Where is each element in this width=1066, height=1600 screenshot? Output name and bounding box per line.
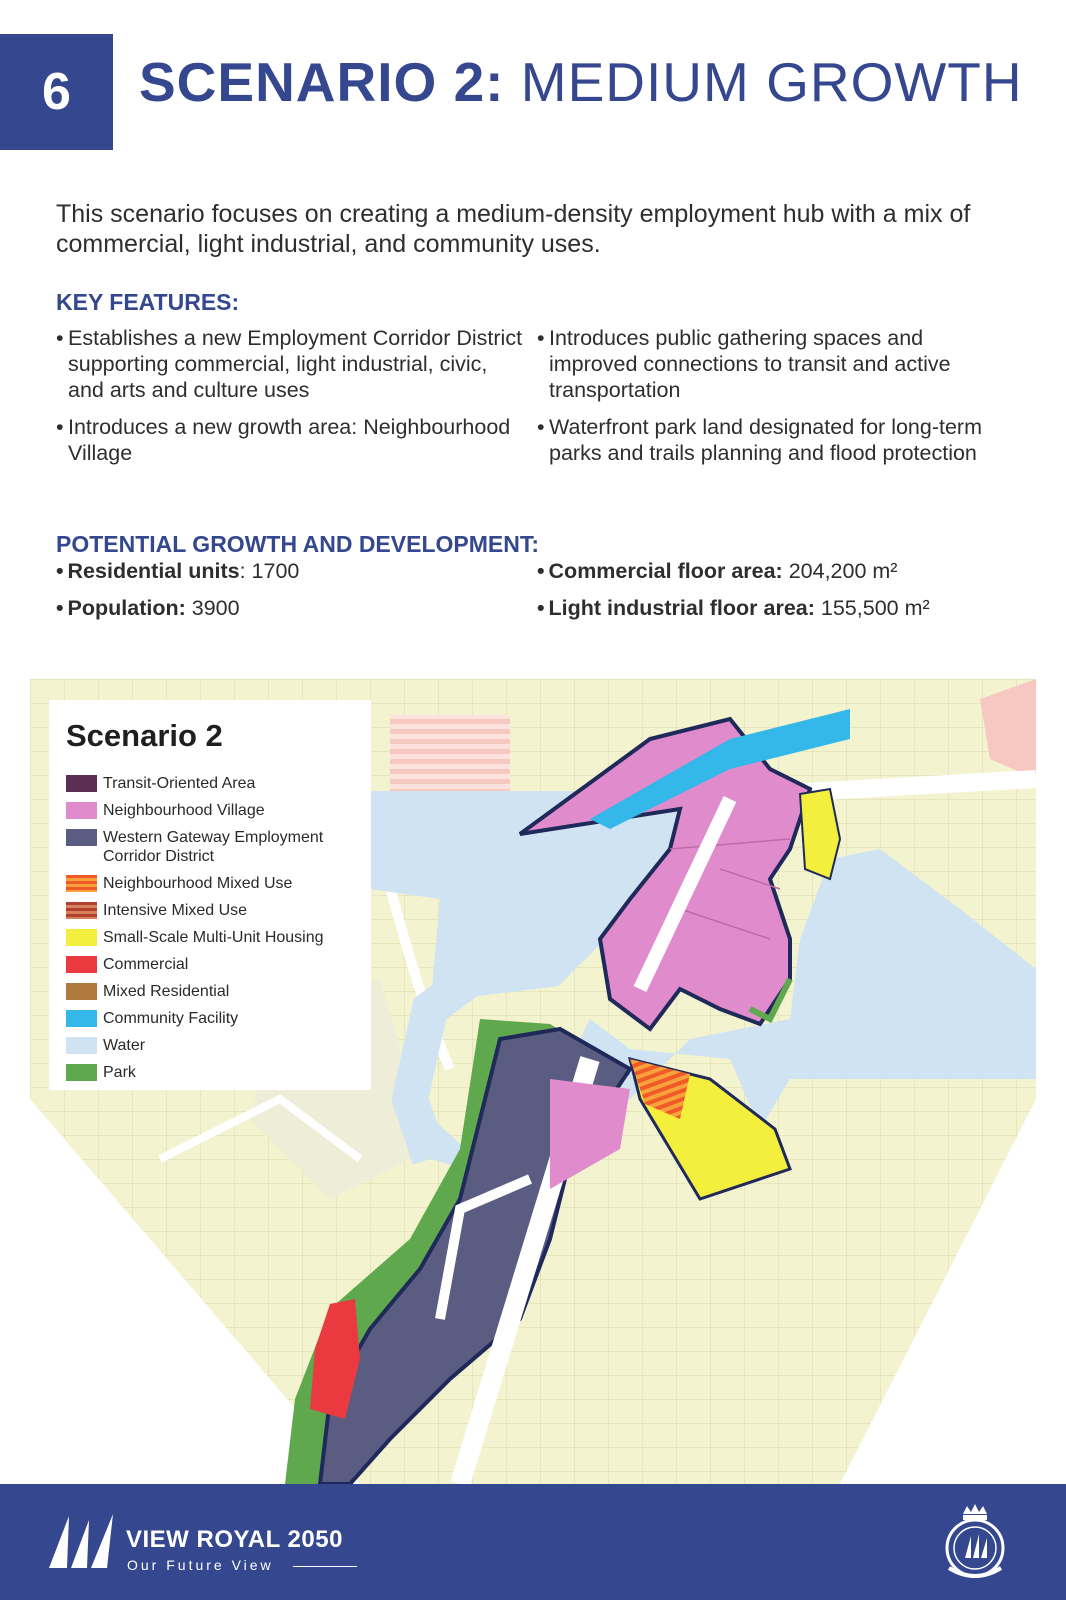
legend-swatch (66, 875, 97, 892)
legend-swatch (66, 902, 97, 919)
legend-swatch (66, 956, 97, 973)
title-light: MEDIUM GROWTH (504, 51, 1023, 113)
legend-item-transit-oriented-area: Transit-Oriented Area (66, 774, 355, 793)
feature-item: • Introduces public gathering spaces and improved connections to transit and active transportation (537, 325, 1017, 403)
legend-title: Scenario 2 (66, 718, 223, 753)
legend-swatch (66, 829, 97, 846)
stat-commercial-floor-area: • Commercial floor area: 204,200 m² (537, 559, 898, 583)
section-number: 6 (0, 34, 113, 150)
key-features-left (56, 325, 526, 477)
legend-item-small-scale-housing: Small-Scale Multi-Unit Housing (66, 928, 355, 947)
legend-swatch (66, 929, 97, 946)
legend-swatch (66, 983, 97, 1000)
growth-heading: POTENTIAL GROWTH AND DEVELOPMENT: (56, 531, 539, 557)
legend-item-community-facility: Community Facility (66, 1009, 355, 1028)
tagline-rule (293, 1566, 357, 1567)
legend-swatch (66, 1037, 97, 1054)
intro-paragraph: This scenario focuses on creating a medium-density employment hub with a mix of commercial, light industrial, and community uses. (56, 200, 971, 258)
legend-item-intensive-mixed-use: Intensive Mixed Use (66, 901, 355, 920)
sailboat-logo-icon (47, 1514, 119, 1570)
legend-swatch (66, 1010, 97, 1027)
legend-item-mixed-residential: Mixed Residential (66, 982, 355, 1001)
town-seal-icon (937, 1504, 1013, 1580)
legend-item-neighbourhood-mixed-use: Neighbourhood Mixed Use (66, 874, 355, 893)
legend-item-water: Water (66, 1036, 355, 1055)
legend-swatch (66, 775, 97, 792)
stat-industrial-floor-area: • Light industrial floor area: 155,500 m² (537, 596, 930, 620)
footer-bar (0, 1484, 1066, 1600)
stat-population: • Population: 3900 (56, 596, 240, 620)
key-features-heading: KEY FEATURES: (56, 289, 240, 315)
map-legend (49, 700, 371, 1090)
footer-brand: VIEW ROYAL 2050 (126, 1526, 343, 1553)
page-title (139, 50, 1023, 114)
legend-item-neighbourhood-village: Neighbourhood Village (66, 801, 355, 820)
legend-item-commercial: Commercial (66, 955, 355, 974)
feature-item: • Introduces a new growth area: Neighbourhood Village (56, 414, 526, 466)
footer-tagline: Our Future View (127, 1557, 274, 1573)
title-bold: SCENARIO 2: (139, 51, 505, 113)
key-features-right (537, 325, 1017, 477)
legend-swatch (66, 1064, 97, 1081)
legend-item-employment-corridor: Western Gateway Employment Corridor District (66, 828, 355, 866)
feature-item: • Waterfront park land designated for long-term parks and trails planning and flood protection (537, 414, 1017, 466)
stat-residential-units: • Residential units: 1700 (56, 559, 300, 583)
legend-swatch (66, 802, 97, 819)
legend-item-park: Park (66, 1063, 355, 1082)
feature-item: • Establishes a new Employment Corridor District supporting commercial, light industrial, civic, and arts and culture uses (56, 325, 526, 403)
